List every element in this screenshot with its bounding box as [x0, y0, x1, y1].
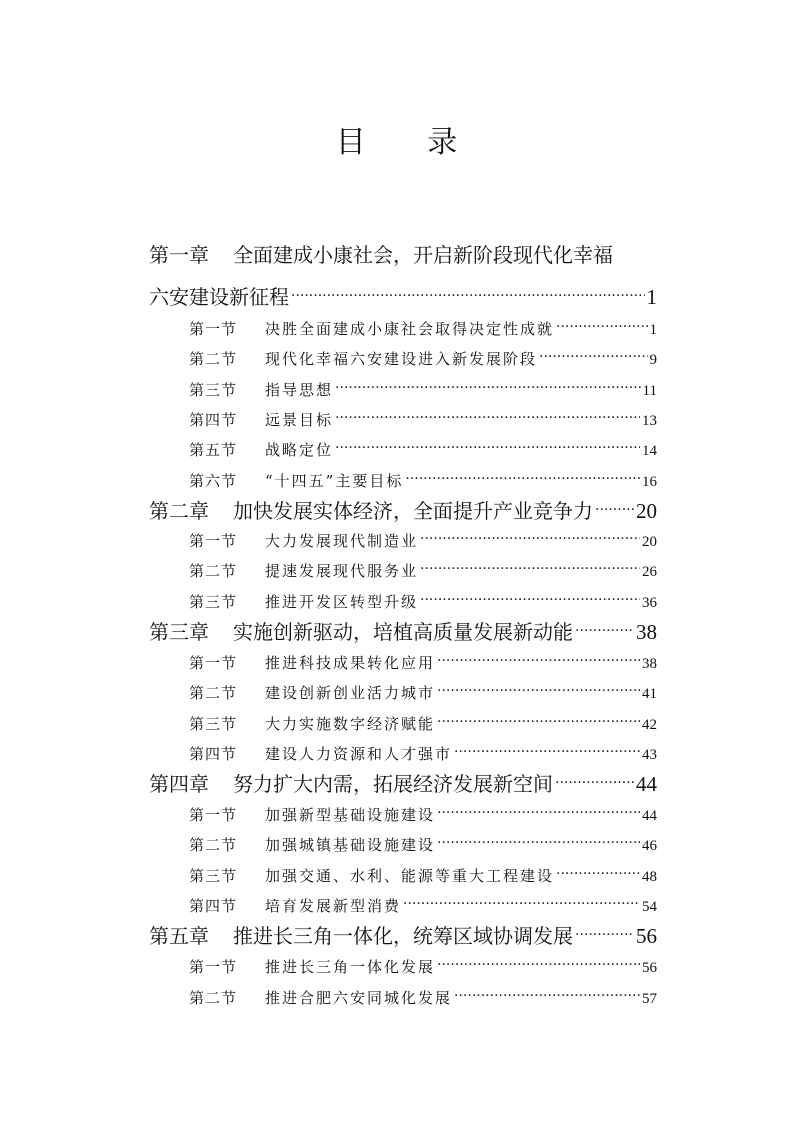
section-number: 第五节 — [189, 441, 238, 459]
page-number: 26 — [642, 564, 657, 580]
toc-section[interactable] — [189, 885, 657, 915]
toc-section[interactable] — [189, 824, 657, 854]
chapter-title: 推进长三角一体化，统筹区域协调发展 — [233, 924, 573, 948]
section-number: 第一节 — [189, 320, 238, 338]
section-title: “十四五”主要目标 — [265, 472, 404, 490]
toc-section[interactable] — [189, 672, 657, 702]
leader-dots — [539, 338, 647, 364]
leader-dots — [437, 824, 640, 850]
page-number: 48 — [642, 869, 657, 885]
toc-section[interactable] — [189, 642, 657, 672]
leader-dots — [335, 369, 641, 395]
toc-section[interactable] — [189, 308, 657, 338]
section-title: 指导思想 — [265, 381, 334, 399]
section-number: 第二节 — [189, 836, 238, 854]
toc-section[interactable] — [189, 369, 657, 399]
page-number: 46 — [642, 838, 657, 854]
page-number: 38 — [642, 656, 657, 672]
chapter-title: 努力扩大内需，拓展经济发展新空间 — [233, 772, 553, 796]
toc-section[interactable] — [189, 794, 657, 824]
section-number: 第三节 — [189, 715, 238, 733]
section-number: 第二节 — [189, 684, 238, 702]
page-number: 44 — [642, 808, 657, 824]
section-title: 大力实施数字经济赋能 — [265, 715, 436, 733]
section-title: 推进科技成果转化应用 — [265, 654, 436, 672]
chapter-1-title-line1[interactable] — [149, 240, 613, 270]
toc-section[interactable] — [189, 460, 657, 490]
toc-section[interactable] — [189, 399, 657, 429]
leader-dots — [420, 550, 640, 576]
section-title: 大力发展现代制造业 — [265, 532, 419, 550]
section-number: 第一节 — [189, 532, 238, 550]
page-number: 1 — [649, 322, 657, 338]
section-title: 加强城镇基础设施建设 — [265, 836, 436, 854]
page-title: 目 录 — [335, 125, 484, 160]
section-number: 第四节 — [189, 411, 238, 429]
leader-dots — [437, 794, 640, 820]
page-number: 9 — [649, 352, 657, 368]
page-number: 56 — [642, 960, 657, 976]
leader-dots — [556, 855, 640, 881]
page-number: 38 — [636, 620, 657, 644]
page-number: 43 — [642, 747, 657, 763]
chapter-title: 实施创新驱动，培植高质量发展新动能 — [233, 620, 573, 644]
leader-dots — [335, 429, 640, 455]
leader-dots — [291, 274, 645, 304]
leader-dots — [437, 642, 640, 668]
section-number: 第一节 — [189, 958, 238, 976]
section-title: 现代化幸福六安建设进入新发展阶段 — [265, 350, 538, 368]
leader-dots — [403, 885, 640, 911]
toc-section[interactable] — [189, 946, 657, 976]
toc-section[interactable] — [189, 855, 657, 885]
toc-section[interactable] — [189, 733, 657, 763]
toc-section[interactable] — [189, 520, 657, 550]
leader-dots — [437, 672, 640, 698]
section-number: 第一节 — [189, 806, 238, 824]
leader-dots — [335, 399, 640, 425]
section-number: 第三节 — [189, 867, 238, 885]
chapter-number: 第二章 — [149, 499, 209, 523]
toc-section[interactable] — [189, 581, 657, 611]
chapter-number: 第四章 — [149, 772, 209, 796]
section-number: 第二节 — [189, 989, 238, 1007]
section-title: 培育发展新型消费 — [265, 897, 402, 915]
section-title: 远景目标 — [265, 411, 334, 429]
section-number: 第二节 — [189, 350, 238, 368]
section-title: 推进长三角一体化发展 — [265, 958, 436, 976]
section-number: 第六节 — [189, 472, 238, 490]
toc-section[interactable] — [189, 429, 657, 459]
chapter-title: 加快发展实体经济，全面提升产业竞争力 — [233, 499, 593, 523]
leader-dots — [595, 488, 634, 518]
section-number: 第三节 — [189, 381, 238, 399]
section-title: 加强交通、水利、能源等重大工程建设 — [265, 867, 555, 885]
toc-section[interactable] — [189, 338, 657, 368]
section-number: 第三节 — [189, 593, 238, 611]
chapter-title-continued: 六安建设新征程 — [149, 285, 289, 309]
toc-chapter[interactable] — [149, 488, 657, 523]
page-number: 57 — [642, 991, 657, 1007]
toc-chapter[interactable] — [149, 913, 657, 948]
leader-dots — [437, 703, 640, 729]
page-number: 44 — [636, 772, 657, 796]
chapter-number: 第三章 — [149, 620, 209, 644]
section-title: 提速发展现代服务业 — [265, 562, 419, 580]
section-title: 推进开发区转型升级 — [265, 593, 419, 611]
toc-section[interactable] — [189, 977, 657, 1007]
page-number: 42 — [642, 717, 657, 733]
section-title: 战略定位 — [265, 441, 334, 459]
section-number: 第四节 — [189, 745, 238, 763]
toc-chapter[interactable] — [149, 609, 657, 644]
toc-section[interactable] — [189, 550, 657, 580]
page-number: 16 — [642, 474, 657, 490]
section-title: 建设创新创业活力城市 — [265, 684, 436, 702]
toc-chapter[interactable] — [149, 761, 657, 796]
toc-section[interactable] — [189, 703, 657, 733]
leader-dots — [454, 977, 640, 1003]
section-number: 第二节 — [189, 562, 238, 580]
chapter-1-title-line2[interactable] — [149, 274, 657, 309]
leader-dots — [420, 520, 640, 546]
section-title: 推进合肥六安同城化发展 — [265, 989, 453, 1007]
page-number: 36 — [642, 595, 657, 611]
leader-dots — [420, 581, 640, 607]
section-number: 第一节 — [189, 654, 238, 672]
chapter-title: 全面建成小康社会，开启新阶段现代化幸福 — [233, 243, 613, 267]
leader-dots — [556, 308, 647, 334]
page-number: 13 — [642, 413, 657, 429]
leader-dots — [575, 609, 634, 639]
section-title: 加强新型基础设施建设 — [265, 806, 436, 824]
chapter-number: 第一章 — [149, 243, 209, 267]
section-title: 建设人力资源和人才强市 — [265, 745, 453, 763]
section-title: 决胜全面建成小康社会取得决定性成就 — [265, 320, 555, 338]
page-number: 14 — [642, 443, 657, 459]
leader-dots — [405, 460, 640, 486]
page-number: 1 — [646, 285, 657, 309]
leader-dots — [575, 913, 634, 943]
page-number: 20 — [642, 534, 657, 550]
page-number: 56 — [636, 924, 657, 948]
page-number: 54 — [642, 899, 657, 915]
page-number: 41 — [642, 686, 657, 702]
page-number: 11 — [642, 383, 657, 399]
leader-dots — [437, 946, 640, 972]
page-number: 20 — [636, 499, 657, 523]
section-number: 第四节 — [189, 897, 238, 915]
leader-dots — [454, 733, 640, 759]
leader-dots — [555, 761, 634, 791]
chapter-number: 第五章 — [149, 924, 209, 948]
